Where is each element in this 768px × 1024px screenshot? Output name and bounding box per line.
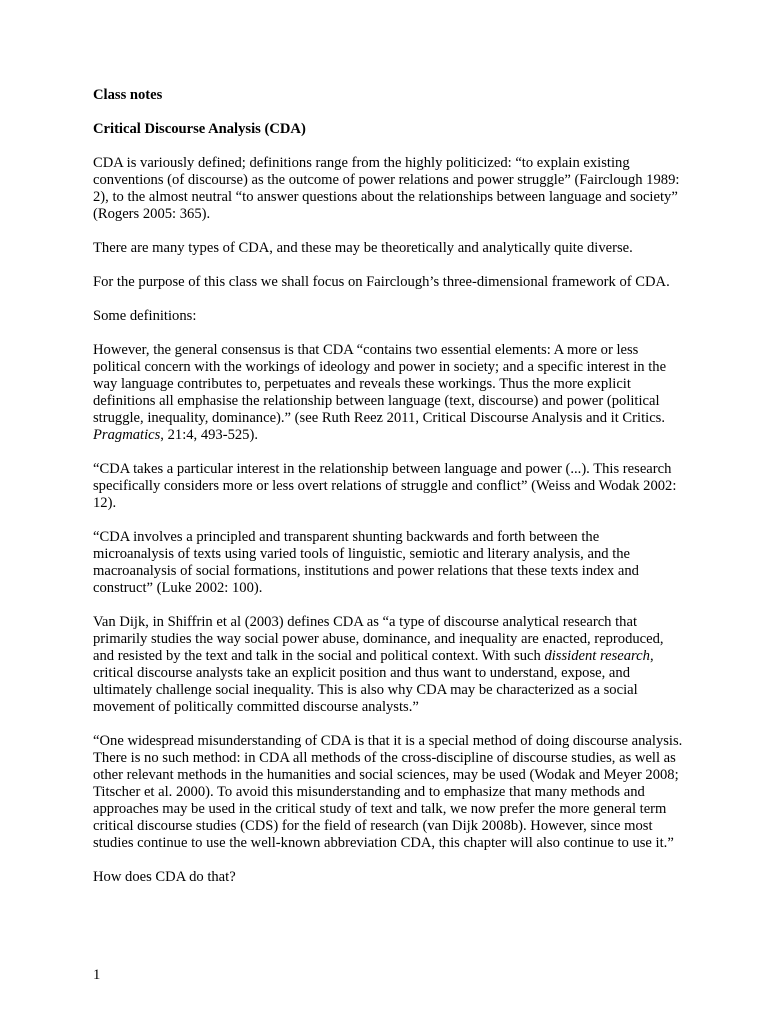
paragraph-luke-quote: “CDA involves a principled and transparent shunting backwards and forth between the microanalysis of texts using varied tools of linguistic, semiotic and literary analysis, and the macroanalysis of social formations, institutions and power relations that these texts index and construct” (Luke 2002: 100).	[93, 529, 639, 596]
emphasized-term: dissident research	[544, 648, 650, 664]
paragraph-class-focus: For the purpose of this class we shall focus on Fairclough’s three-dimensional framework of CDA.	[93, 274, 670, 290]
paragraph-some-definitions: Some definitions:	[93, 308, 197, 324]
paragraph-van-dijk-text-continued: , critical discourse analysts take an explicit position and thus want to understand, expose, and ultimately challenge social inequality. This is also why CDA may be characterized as a social movement of politically committed discourse analysts.”	[93, 648, 654, 715]
journal-title: Pragmatics	[93, 427, 161, 443]
paragraph-general-consensus-citation: , 21:4, 493-525).	[160, 427, 258, 443]
paragraph-general-consensus-text: However, the general consensus is that CDA “contains two essential elements: A more or less political concern with the workings of ideology and power in society; and a specific interest in the way language contributes to, perpetuates and reveals these workings. Thus the more explicit definitions all emphasise the relationship between language (text, discourse) and power (political struggle, inequality, dominance).” (see Ruth Reez 2011, Critical Discourse Analysis and it Critics.	[93, 342, 667, 426]
paragraph-van-dijk-definition	[93, 614, 683, 716]
paragraph-weiss-wodak-quote: “CDA takes a particular interest in the relationship between language and power (...). This research specifically considers more or less overt relations of struggle and conflict” (Weiss and Wodak 2002: 12).	[93, 461, 677, 511]
document-body	[93, 87, 683, 903]
paragraph-van-dijk-text: Van Dijk, in Shiffrin et al (2003) defines CDA as “a type of discourse analytical research that primarily studies the way social power abuse, dominance, and inequality are enacted, reproduced, and resisted by the text and talk in the social and political context. With such	[93, 614, 664, 664]
paragraph-cda-definitions: CDA is variously defined; definitions range from the highly politicized: “to explain existing conventions (of discourse) as the outcome of power relations and power struggle” (Fairclough 1989: 2), to the almost neutral “to answer questions about the relationships between language and society” (Rogers 2005: 365).	[93, 155, 680, 222]
paragraph-how-does-cda: How does CDA do that?	[93, 869, 236, 885]
paragraph-cda-types: There are many types of CDA, and these may be theoretically and analytically quite diverse.	[93, 240, 633, 256]
page-number: 1	[93, 967, 101, 983]
document-title: Class notes	[93, 87, 163, 103]
section-heading: Critical Discourse Analysis (CDA)	[93, 121, 306, 137]
paragraph-misunderstanding-quote: “One widespread misunderstanding of CDA is that it is a special method of doing discourse analysis. There is no such method: in CDA all methods of the cross-discipline of discourse studies, as well as other relevant methods in the humanities and social sciences, may be used (Wodak and Meyer 2008; Titscher et al. 2000). To avoid this misunderstanding and to emphasize that many methods and approaches may be used in the critical study of text and talk, we now prefer the more general term critical discourse studies (CDS) for the field of research (van Dijk 2008b). However, since most studies continue to use the well-known abbreviation CDA, this chapter will also continue to use it.”	[93, 733, 683, 851]
paragraph-general-consensus	[93, 342, 683, 444]
